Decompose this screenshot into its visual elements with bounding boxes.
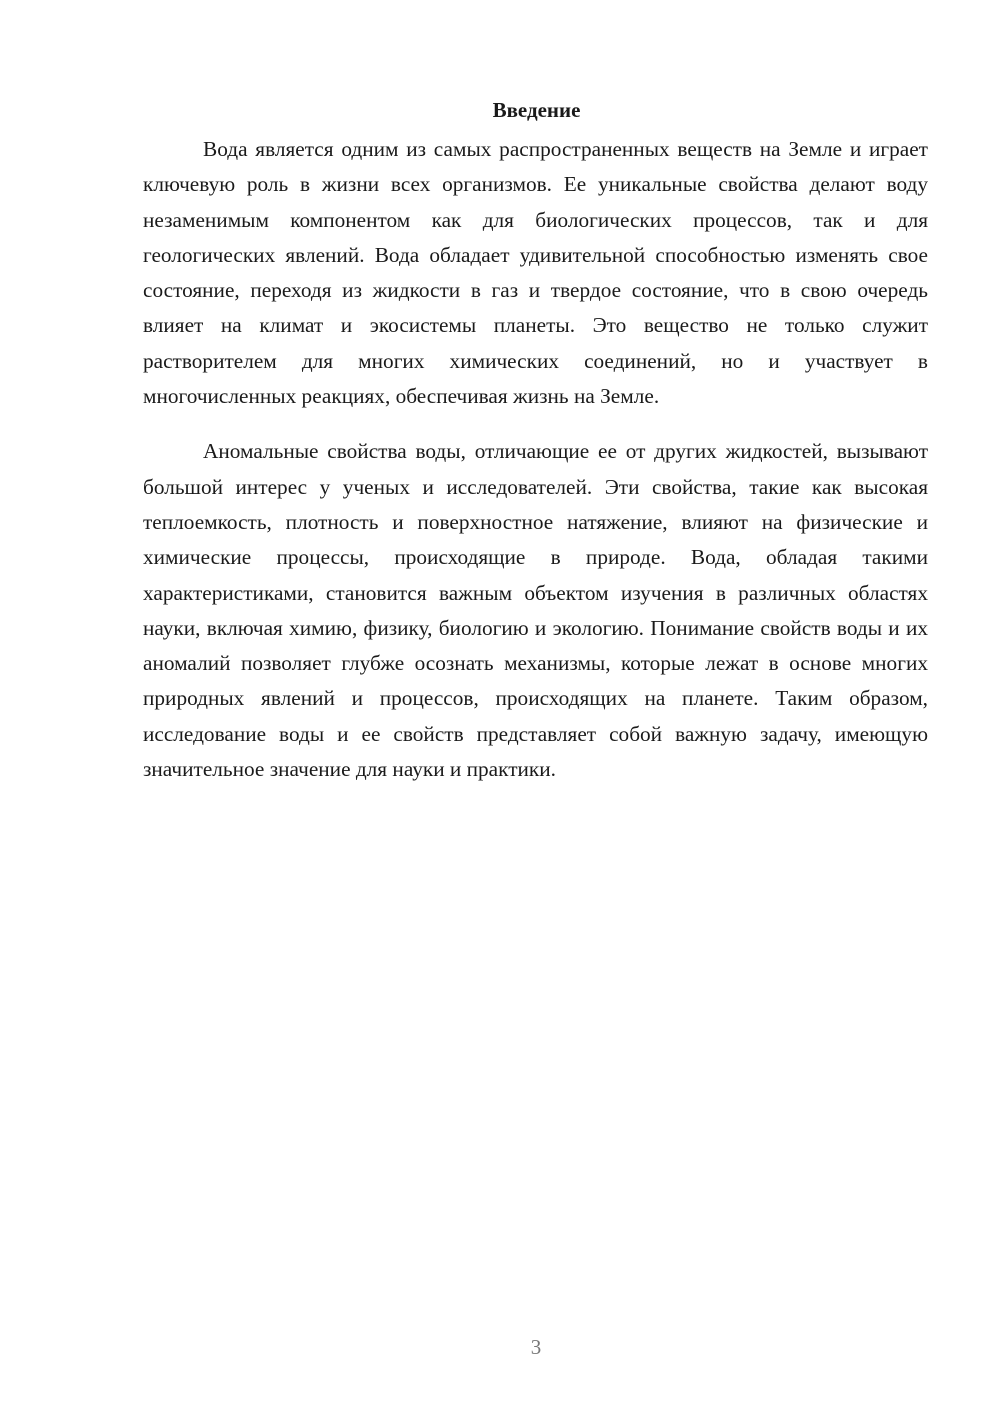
paragraph-2: Аномальные свойства воды, отличающие ее от других жидкостей, вызывают большой интерес у ученых и исследователей. Эти свойства, такие как высокая теплоемкость, плотность и поверхностное натяжение, влияют на физические и химические процессы, происходящие в природе. Вода, обладая такими характеристиками, становится важным объектом изучения в различных областях науки, включая химию, физику, биологию и экологию. Понимание свойств воды и их аномалий позволяет глубже осознать механизмы, которые лежат в основе многих природных явлений и процессов, происходящих на планете. Таким образом, исследование воды и ее свойств представляет собой важную задачу, имеющую значительное значение для науки и практики. xyxy=(143,439,928,782)
paragraph-1: Вода является одним из самых распространенных веществ на Земле и играет ключевую роль в жизни всех организмов. Ее уникальные свойства делают воду незаменимым компонентом как для биологических процессов, так и для геологических явлений. Вода обладает удивительной способностью изменять свое состояние, переходя из жидкости в газ и твердое состояние, что в свою очередь влияет на климат и экосистемы планеты. Это вещество не только служит растворителем для многих химических соединений, но и участвует в многочисленных реакциях, обеспечивая жизнь на Земле. xyxy=(143,137,928,409)
page-content xyxy=(143,92,928,787)
section-heading: Введение xyxy=(492,98,581,122)
page-number: 3 xyxy=(530,1335,542,1359)
